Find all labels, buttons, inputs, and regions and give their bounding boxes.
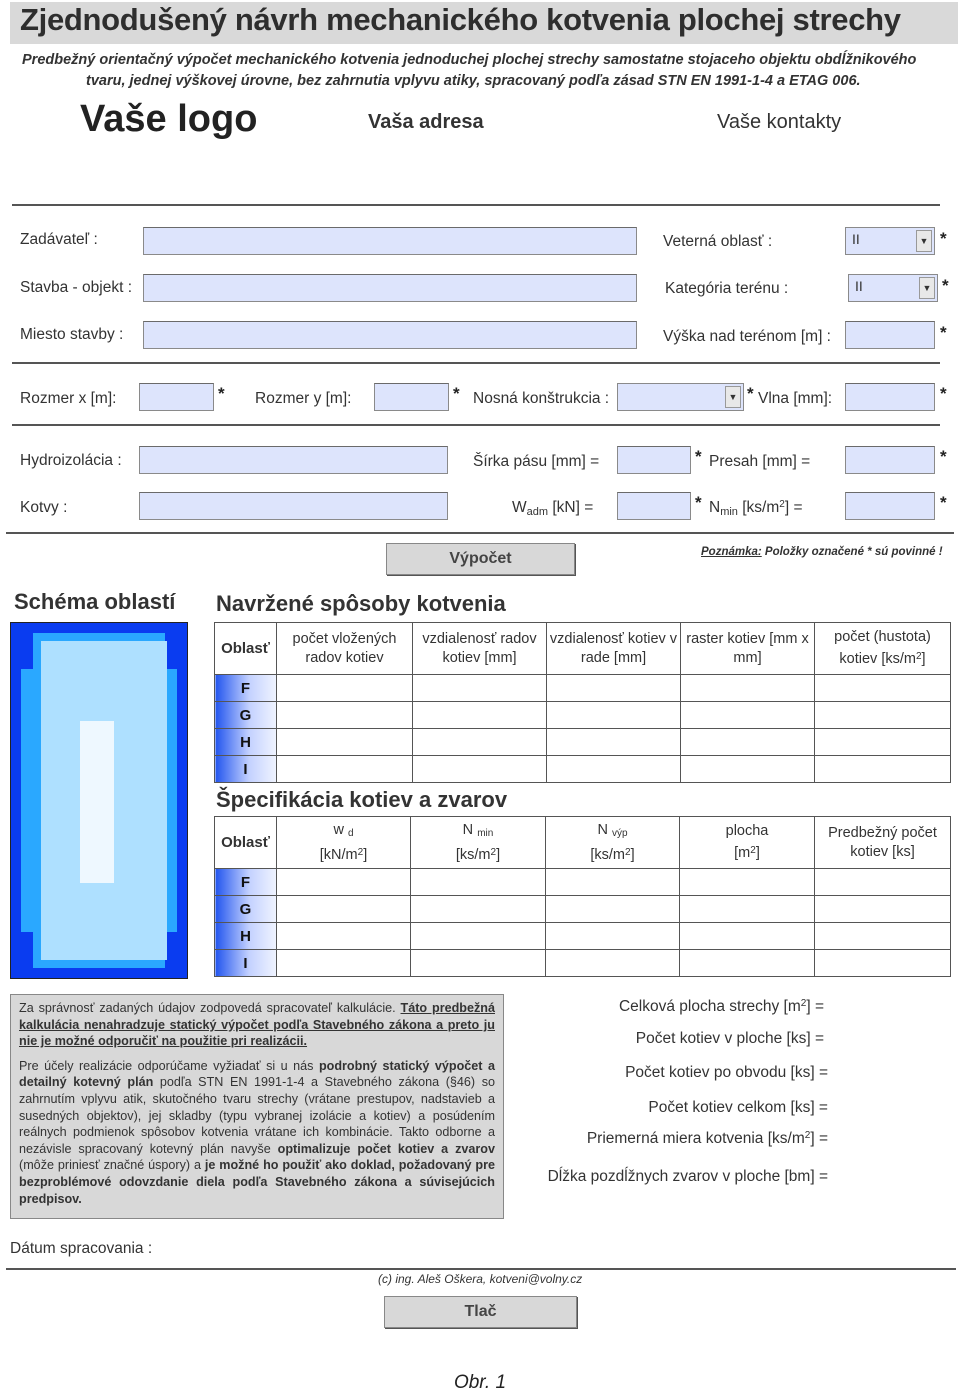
n-min-input[interactable] (845, 492, 935, 520)
table-cell (547, 756, 681, 783)
table-cell (277, 896, 411, 923)
disclaimer-text: podľa STN EN 1991-1-4 a Stavebného zákona (§46) so zahrnutím vplyvu atik, skutočného tvaru strechy (vrátane prestupov, nadstavieb a susedných objektov), jej skladby (typu vybranej izolácie a kotiev) a posúdením reálnych podmienok spôsobov kotvenia vrátane ich kombinácie. Takto odborne a nezávisle spracovaný kotevný plán navyše (19, 1075, 495, 1156)
presah-input[interactable] (845, 446, 935, 474)
disclaimer-text: Pre účely realizácie odporúčame vyžiadať si u nás (19, 1058, 319, 1073)
n-min-symbol: N (709, 499, 721, 516)
row-header-i: I (215, 950, 277, 977)
table-cell (815, 869, 951, 896)
n-min-unit: [ks/m (737, 499, 780, 516)
col-header-density (815, 623, 951, 675)
row-header-f: F (215, 869, 277, 896)
table-cell (815, 702, 951, 729)
density-header-sup: 2 (915, 651, 922, 662)
table-cell (277, 923, 411, 950)
divider (12, 362, 940, 364)
plocha-unit: [m (734, 845, 751, 861)
table-cell (411, 896, 546, 923)
nvyp-unit-end: ] (630, 846, 635, 863)
table-cell (411, 869, 546, 896)
zadavatel-label: Zadávateľ : (20, 231, 98, 248)
hydroizolacia-input[interactable] (139, 446, 448, 474)
table-cell (413, 756, 547, 783)
required-note (701, 546, 943, 558)
table-cell (546, 896, 680, 923)
row-header-f: F (215, 675, 277, 702)
hydroizolacia-label: Hydroizolácia : (20, 452, 122, 469)
result-label: Celková plocha strechy [m (618, 998, 801, 1015)
table-row (215, 756, 951, 783)
rozmer-x-input[interactable] (139, 383, 214, 411)
table-cell (547, 702, 681, 729)
title-bar (10, 2, 958, 44)
rozmer-x-label: Rozmer x [m]: (20, 390, 117, 407)
table-cell (277, 756, 413, 783)
disclaimer-emphasis: optimalizuje počet kotiev a zvarov (277, 1141, 495, 1156)
kategoria-terenu-label: Kategória terénu : (665, 280, 789, 297)
table-cell (681, 702, 815, 729)
veterna-oblast-label: Veterná oblasť : (663, 233, 773, 250)
subtitle-line-2: tvaru, jednej výškovej úrovne, bez zahrnutia vplyvu atiky, spracovaný podľa zásad STN EN 1991-1-4 a ETAG 006. (86, 73, 861, 89)
result-anchors-total: Počet kotiev celkom [ks] = (648, 1099, 828, 1116)
table-row (215, 923, 951, 950)
nosna-select[interactable] (617, 383, 744, 411)
result-total-area (619, 998, 824, 1016)
table-cell (277, 950, 411, 977)
plocha-text: plocha (725, 823, 769, 839)
table-row (215, 702, 951, 729)
sirka-pasu-label: Šírka pásu [mm] = (473, 453, 600, 470)
divider (6, 1268, 956, 1270)
required-mark: * (942, 276, 949, 295)
col-header-rows: počet vložených radov kotiev (277, 623, 413, 675)
kategoria-terenu-value: II (855, 278, 863, 294)
table-cell (815, 756, 951, 783)
n-min-subscript: min (720, 506, 738, 518)
veterna-oblast-value: II (852, 231, 860, 247)
kategoria-terenu-select[interactable] (848, 274, 938, 302)
required-mark: * (940, 323, 947, 342)
table-header-row (215, 623, 951, 675)
w-adm-label (512, 499, 593, 518)
row-header-h: H (215, 729, 277, 756)
table-cell (413, 729, 547, 756)
disclaimer-emphasis: podrobný statický výpočet a detailný kotevný plán (19, 1058, 495, 1090)
table-cell (815, 923, 951, 950)
page-title: Zjednodušený návrh mechanického kotvenia plochej strechy (20, 2, 901, 37)
result-sup: 2 (800, 998, 807, 1009)
table-cell (681, 756, 815, 783)
table-row (215, 896, 951, 923)
rozmer-y-label: Rozmer y [m]: (255, 390, 352, 407)
table-row (215, 950, 951, 977)
nmin-subscript: min (477, 827, 494, 839)
table-cell (546, 923, 680, 950)
row-header-h: H (215, 923, 277, 950)
nvyp-unit-sup: 2 (625, 846, 631, 858)
density-header-end: ] (921, 651, 926, 667)
divider (12, 204, 940, 206)
result-weld-length: Dĺžka pozdĺžnych zvarov v ploche [bm] = (547, 1168, 828, 1185)
subtitle-line-1: Predbežný orientačný výpočet mechanického kotvenia jednoduchej plochej strechy samostatne stojaceho objektu obdĺžnikového (22, 52, 917, 68)
zadavatel-input[interactable] (143, 227, 637, 255)
date-label: Dátum spracovania : (10, 1240, 153, 1257)
result-avg-rate (587, 1130, 828, 1148)
plocha-unit-sup: 2 (750, 845, 756, 856)
col-header-row-spacing: vzdialenosť radov kotiev [mm] (413, 623, 547, 675)
table-cell (815, 729, 951, 756)
table-header-row (215, 817, 951, 869)
logo-placeholder: Vaše logo (80, 98, 258, 140)
rozmer-y-input[interactable] (374, 383, 449, 411)
w-adm-unit: [kN] = (548, 499, 594, 516)
figure-caption: Obr. 1 (453, 1372, 507, 1393)
table-cell (413, 702, 547, 729)
col-header-oblast: Oblasť (215, 623, 277, 675)
note-prefix: Poznámka: (701, 546, 762, 558)
kotvy-input[interactable] (139, 492, 448, 520)
disclaimer-text: (môže priniesť značné úspory) a (19, 1158, 205, 1173)
wd-symbol: w (333, 821, 344, 838)
required-mark: * (695, 447, 702, 466)
nmin-unit-end: ] (496, 846, 501, 863)
anchor-spec-table (214, 816, 951, 977)
nmin-symbol: N (462, 821, 474, 838)
table-cell (546, 950, 680, 977)
chevron-down-icon[interactable]: ▼ (916, 230, 932, 252)
row-header-g: G (215, 702, 277, 729)
result-anchors-perimeter: Počet kotiev po obvodu [ks] = (625, 1064, 828, 1081)
plocha-unit-end: ] (755, 845, 760, 861)
contacts-placeholder: Vaše kontakty (717, 111, 842, 133)
copyright: (c) ing. Aleš Oškera, kotveni@volny.cz (378, 1272, 583, 1286)
col-header-pocet: Predbežný počet kotiev [ks] (815, 817, 951, 869)
result-label-end: ] = (810, 1130, 828, 1147)
miesto-label: Miesto stavby : (20, 326, 124, 343)
required-mark: * (695, 493, 702, 512)
result-anchors-area: Počet kotiev v ploche [ks] = (635, 1030, 824, 1047)
kotvy-label: Kotvy : (20, 499, 68, 516)
table-cell (681, 729, 815, 756)
veterna-oblast-select[interactable] (845, 227, 935, 255)
col-header-nmin (411, 817, 546, 869)
result-sup: 2 (804, 1130, 811, 1141)
nmin-unit: [ks/m (455, 846, 491, 863)
col-header-anchor-spacing: vzdialenosť kotiev v rade [mm] (547, 623, 681, 675)
table-cell (277, 869, 411, 896)
nvyp-unit: [ks/m (590, 846, 626, 863)
sirka-pasu-input[interactable] (617, 446, 691, 474)
miesto-input[interactable] (143, 321, 637, 349)
n-min-superscript: 2 (779, 499, 785, 510)
n-min-label (709, 499, 803, 518)
disclaimer-emphasis: je možné ho použiť ako doklad, požadovaný pre bezproblémové odovzdanie diela podľa Stavebného zákona a súvisejúcich predpisov. (19, 1158, 495, 1206)
vlna-label: Vlna [mm]: (758, 390, 833, 407)
zone-f-corner (11, 932, 33, 978)
chevron-down-icon[interactable]: ▼ (725, 386, 741, 408)
vlna-input[interactable] (845, 383, 935, 411)
table-cell (681, 675, 815, 702)
col-header-nvyp (546, 817, 680, 869)
roof-zones-diagram (10, 622, 188, 979)
wd-unit-end: ] (363, 846, 368, 863)
disclaimer-box (10, 994, 504, 1219)
stavba-label: Stavba - objekt : (20, 279, 133, 296)
divider (12, 424, 940, 426)
col-header-raster: raster kotiev [mm x mm] (681, 623, 815, 675)
table-cell (680, 869, 815, 896)
table-cell (547, 729, 681, 756)
zone-i-core (80, 721, 114, 883)
calculate-button[interactable]: Výpočet (386, 543, 575, 575)
nvyp-symbol: N (597, 821, 608, 838)
chevron-down-icon[interactable]: ▼ (919, 277, 935, 299)
print-button[interactable]: Tlač (384, 1296, 577, 1328)
table-row (215, 869, 951, 896)
table-cell (413, 675, 547, 702)
vyska-input[interactable] (845, 321, 935, 349)
table-cell (277, 702, 413, 729)
disclaimer-text: Za správnosť zadaných údajov zodpovedá spracovateľ kalkulácie. (19, 1001, 401, 1015)
table-cell (277, 729, 413, 756)
nvyp-subscript: výp (611, 827, 628, 839)
result-label: Priemerná miera kotvenia [ks/m (586, 1130, 805, 1147)
required-mark: * (940, 493, 947, 512)
row-header-g: G (215, 896, 277, 923)
nosna-label: Nosná konštrukcia : (473, 390, 610, 407)
table-cell (815, 896, 951, 923)
note-text: Položky označené * sú povinné ! (761, 546, 943, 558)
required-mark: * (940, 384, 947, 403)
table-row (215, 729, 951, 756)
zone-f-corner (11, 623, 33, 669)
presah-label: Presah [mm] = (709, 453, 811, 470)
vyska-label: Výška nad terénom [m] : (663, 328, 831, 345)
wd-subscript: d (347, 827, 354, 839)
disclaimer-emphasis: Táto predbežná kalkulácia nenahradzuje statický výpočet podľa Stavebného zákona a preto ju nie je možné odporučiť na použitie pri realizácii. (19, 1001, 495, 1049)
col-header-wd (277, 817, 411, 869)
table-cell (411, 923, 546, 950)
schema-title: Schéma oblastí (14, 589, 176, 614)
stavba-input[interactable] (143, 274, 637, 302)
row-header-i: I (215, 756, 277, 783)
nmin-unit-sup: 2 (490, 846, 497, 858)
w-adm-input[interactable] (617, 492, 691, 520)
table-row (215, 675, 951, 702)
zone-f-corner (165, 932, 187, 978)
required-mark: * (940, 447, 947, 466)
required-mark: * (747, 384, 754, 403)
required-mark: * (218, 384, 225, 403)
table-cell (680, 923, 815, 950)
table1-title: Navržené spôsoby kotvenia (216, 591, 506, 616)
wd-unit: [kN/m (319, 846, 358, 863)
disclaimer-paragraph-2 (19, 1058, 495, 1207)
col-header-oblast: Oblasť (215, 817, 277, 869)
address-placeholder: Vaša adresa (368, 111, 484, 133)
page-subtitle (20, 50, 940, 92)
table-cell (411, 950, 546, 977)
required-mark: * (940, 229, 947, 248)
table-cell (680, 896, 815, 923)
table-cell (680, 950, 815, 977)
divider (6, 532, 954, 534)
table2-title: Špecifikácia kotiev a zvarov (216, 787, 508, 812)
n-min-unit-end: ] = (784, 499, 803, 516)
anchoring-methods-table (214, 622, 951, 783)
density-header-text: počet (hustota) kotiev [ks/m (834, 629, 931, 667)
table-cell (277, 675, 413, 702)
required-mark: * (453, 384, 460, 403)
col-header-plocha (680, 817, 815, 869)
result-label-end: ] = (806, 998, 824, 1015)
disclaimer-paragraph-1 (19, 1000, 495, 1050)
w-adm-subscript: adm (526, 506, 549, 518)
zone-f-corner (165, 623, 187, 669)
table-cell (815, 950, 951, 977)
wd-unit-sup: 2 (357, 846, 364, 858)
table-cell (815, 675, 951, 702)
table-cell (547, 675, 681, 702)
table-cell (546, 869, 680, 896)
w-adm-symbol: W (512, 499, 527, 516)
